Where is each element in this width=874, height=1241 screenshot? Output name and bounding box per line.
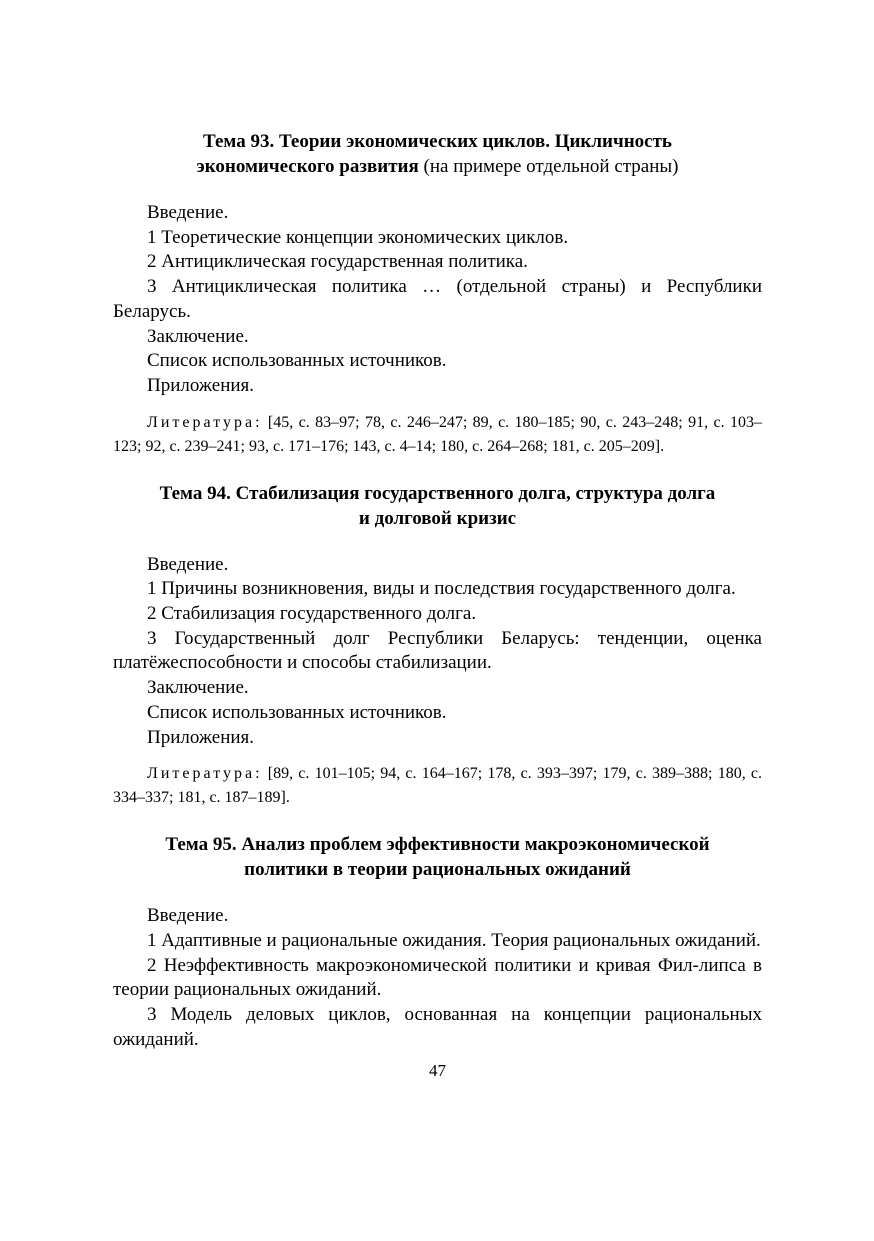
outline-item: Приложения. [147,726,255,748]
literature-paragraph [113,411,762,459]
literature-paragraph [113,762,762,810]
outline-item: 3 Антициклическая политика … (отдельной страны) и Республики Беларусь. [113,276,762,322]
outline-item: Список использованных источников. [147,350,447,372]
topic-outline [113,904,762,1052]
outline-item: 1 Причины возникновения, виды и последствия государственного долга. [147,578,736,600]
literature-refs: [45, с. 83–97; 78, с. 246–247; 89, с. 180–185; 90, с. 243–248; 91, с. 103–123; 92, с. 239–241; 93, с. 171–176; 143, с. 4–14; 180, с. 264–268; 181, с. 205–209]. [113,413,762,455]
topic-title-line1: Тема 93. Теории экономических циклов. Цикличность [203,131,672,152]
outline-item: 2 Стабилизация государственного долга. [147,603,477,625]
outline-item: 1 Адаптивные и рациональные ожидания. Теория рациональных ожиданий. [147,929,761,951]
topic-section-94 [113,481,762,811]
topic-section-93 [113,129,762,459]
outline-item: Заключение. [147,677,249,699]
outline-item: 2 Неэффективность макроэкономической политики и кривая Фил-липса в теории рациональных ожиданий. [113,954,762,1001]
outline-item: Приложения. [147,374,255,396]
outline-item: Заключение. [147,325,249,347]
topic-title-line2-normal: (на примере отдельной страны) [418,156,679,177]
topic-section-95 [113,832,762,1052]
outline-item: Введение. [147,202,229,223]
topic-title-93 [113,129,762,179]
topic-title-line2-bold: и долговой кризис [358,507,517,529]
page-number: 47 [429,1061,446,1081]
topic-title-line2-bold: экономического развития [196,156,419,177]
outline-item: Введение. [147,905,229,927]
topic-title-line2-bold: политики в теории рациональных ожиданий [244,859,631,881]
literature-label: Литература: [147,413,263,431]
outline-item: 1 Теоретические концепции экономических циклов. [147,226,569,248]
topic-outline [113,201,762,399]
outline-item: 3 Государственный долг Республики Беларусь: тенденции, оценка платёжеспособности и способы стабилизации. [113,627,762,674]
outline-item: 2 Антициклическая государственная политика. [147,251,528,273]
topic-outline [113,553,762,751]
literature-label: Литература: [147,765,263,783]
topic-title-94 [113,481,762,531]
topic-title-95 [113,832,762,882]
topic-title-line1: Тема 94. Стабилизация государственного долга, структура долга [159,482,716,504]
topic-title-line1: Тема 95. Анализ проблем эффективности макроэкономической [165,834,710,856]
outline-item: Список использованных источников. [147,701,447,723]
outline-item: 3 Модель деловых циклов, основанная на концепции рациональных ожиданий. [113,1004,762,1050]
literature-refs: [89, с. 101–105; 94, с. 164–167; 178, с. 393–397; 179, с. 389–388; 180, с. 334–337; 181, с. 187–189]. [113,765,762,807]
outline-item: Введение. [147,553,229,575]
